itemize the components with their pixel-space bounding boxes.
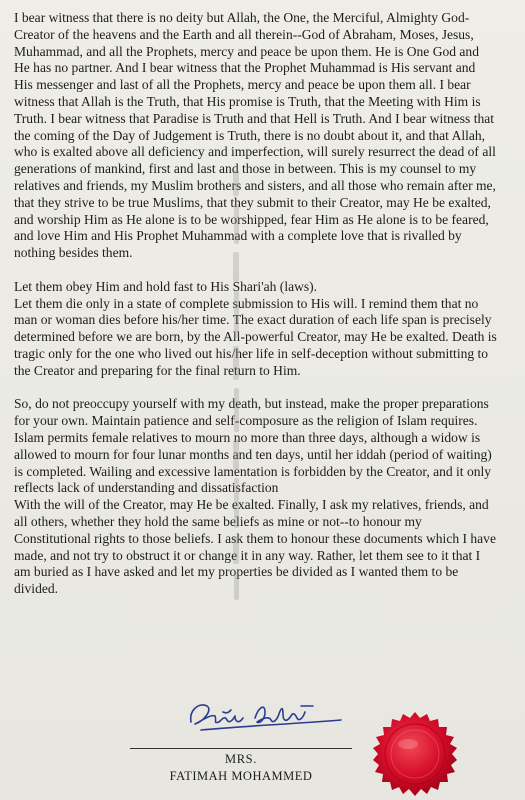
signature-block bbox=[0, 692, 525, 800]
letter-body bbox=[14, 10, 497, 598]
signer-name: FATIMAH MOHAMMED bbox=[169, 769, 313, 783]
paragraph-obey: Let them obey Him and hold fast to His Shari'ah (laws). bbox=[14, 278, 318, 294]
paragraph-declaration: I bear witness that there is no deity but Allah, the One, the Merciful, Almighty God-Creator of the heavens and the Earth and all therein--God of Abraham, Moses, Jesus, Muhammad, and all the Prophets, mercy and peace be upon them. He is One God and He has no partner. And I bear witness that the Prophet Muhammad is His servant and His messenger and last of all the Prophets, mercy and peace be upon them all. I bear witness that Allah is the Truth, that His promise is Truth, that the Meeting with Him is Truth. I bear witness that Paradise is Truth and that Hell is Truth. And I bear witness that the coming of the Day of Judgement is Truth, there is no doubt about it, and that Allah, who is exalted above all deficiency and imperfection, will surely resurrect the dead of all generations of mankind, first and last and those in between. This is my counsel to my relatives and friends, my Muslim brothers and sisters, and all those who remain after me, that they strive to be true Muslims, that they submit to their Creator, may He be exalted, and worship Him as He alone is to be worshipped, fear Him as He alone is to be feared, and love Him and His Prophet Muhammad with a complete love that is rivalled by nothing besides them. bbox=[14, 10, 496, 261]
paragraph-spacer bbox=[14, 262, 497, 279]
paragraph-spacer bbox=[14, 380, 497, 397]
signer-title: MRS. bbox=[225, 752, 257, 766]
paragraph-final-wishes: With the will of the Creator, may He be exalted. Finally, I ask my relatives, friends, and all others, whether they hold the same beliefs as mine or not--to honour my Constitutional rights to those beliefs. I ask them to honour these documents which I have made, and not try to obstruct it or change it in any way. Rather, let them see to it that I am buried as I have asked and let my properties be divided as I wanted them to be divided. bbox=[14, 497, 496, 597]
paragraph-submission: Let them die only in a state of complete submission to His will. I remind them that no man or woman dies before his/her time. The exact duration of each life span is precisely determined before we are born, by the All-powerful Creator, may He be exalted. Death is tragic only for the one who lived out his/her life in self-deception without submitting to the Creator and preparing for the final return to Him. bbox=[14, 295, 497, 378]
red-wax-seal-icon bbox=[370, 710, 460, 800]
signature-line bbox=[130, 748, 352, 749]
handwritten-signature-icon bbox=[183, 692, 353, 736]
paragraph-mourning: So, do not preoccupy yourself with my death, but instead, make the proper preparations for your own. Maintain patience and self-composure as the religion of Islam requires. Islam permits female relatives to mourn no more than three days, although a widow is allowed to mourn for four lunar months and ten days, until her iddah (period of waiting) is completed. Wailing and excessive lamentation is forbidden by the Creator, and it only reflects lack of understanding and dissatisfaction bbox=[14, 396, 492, 496]
